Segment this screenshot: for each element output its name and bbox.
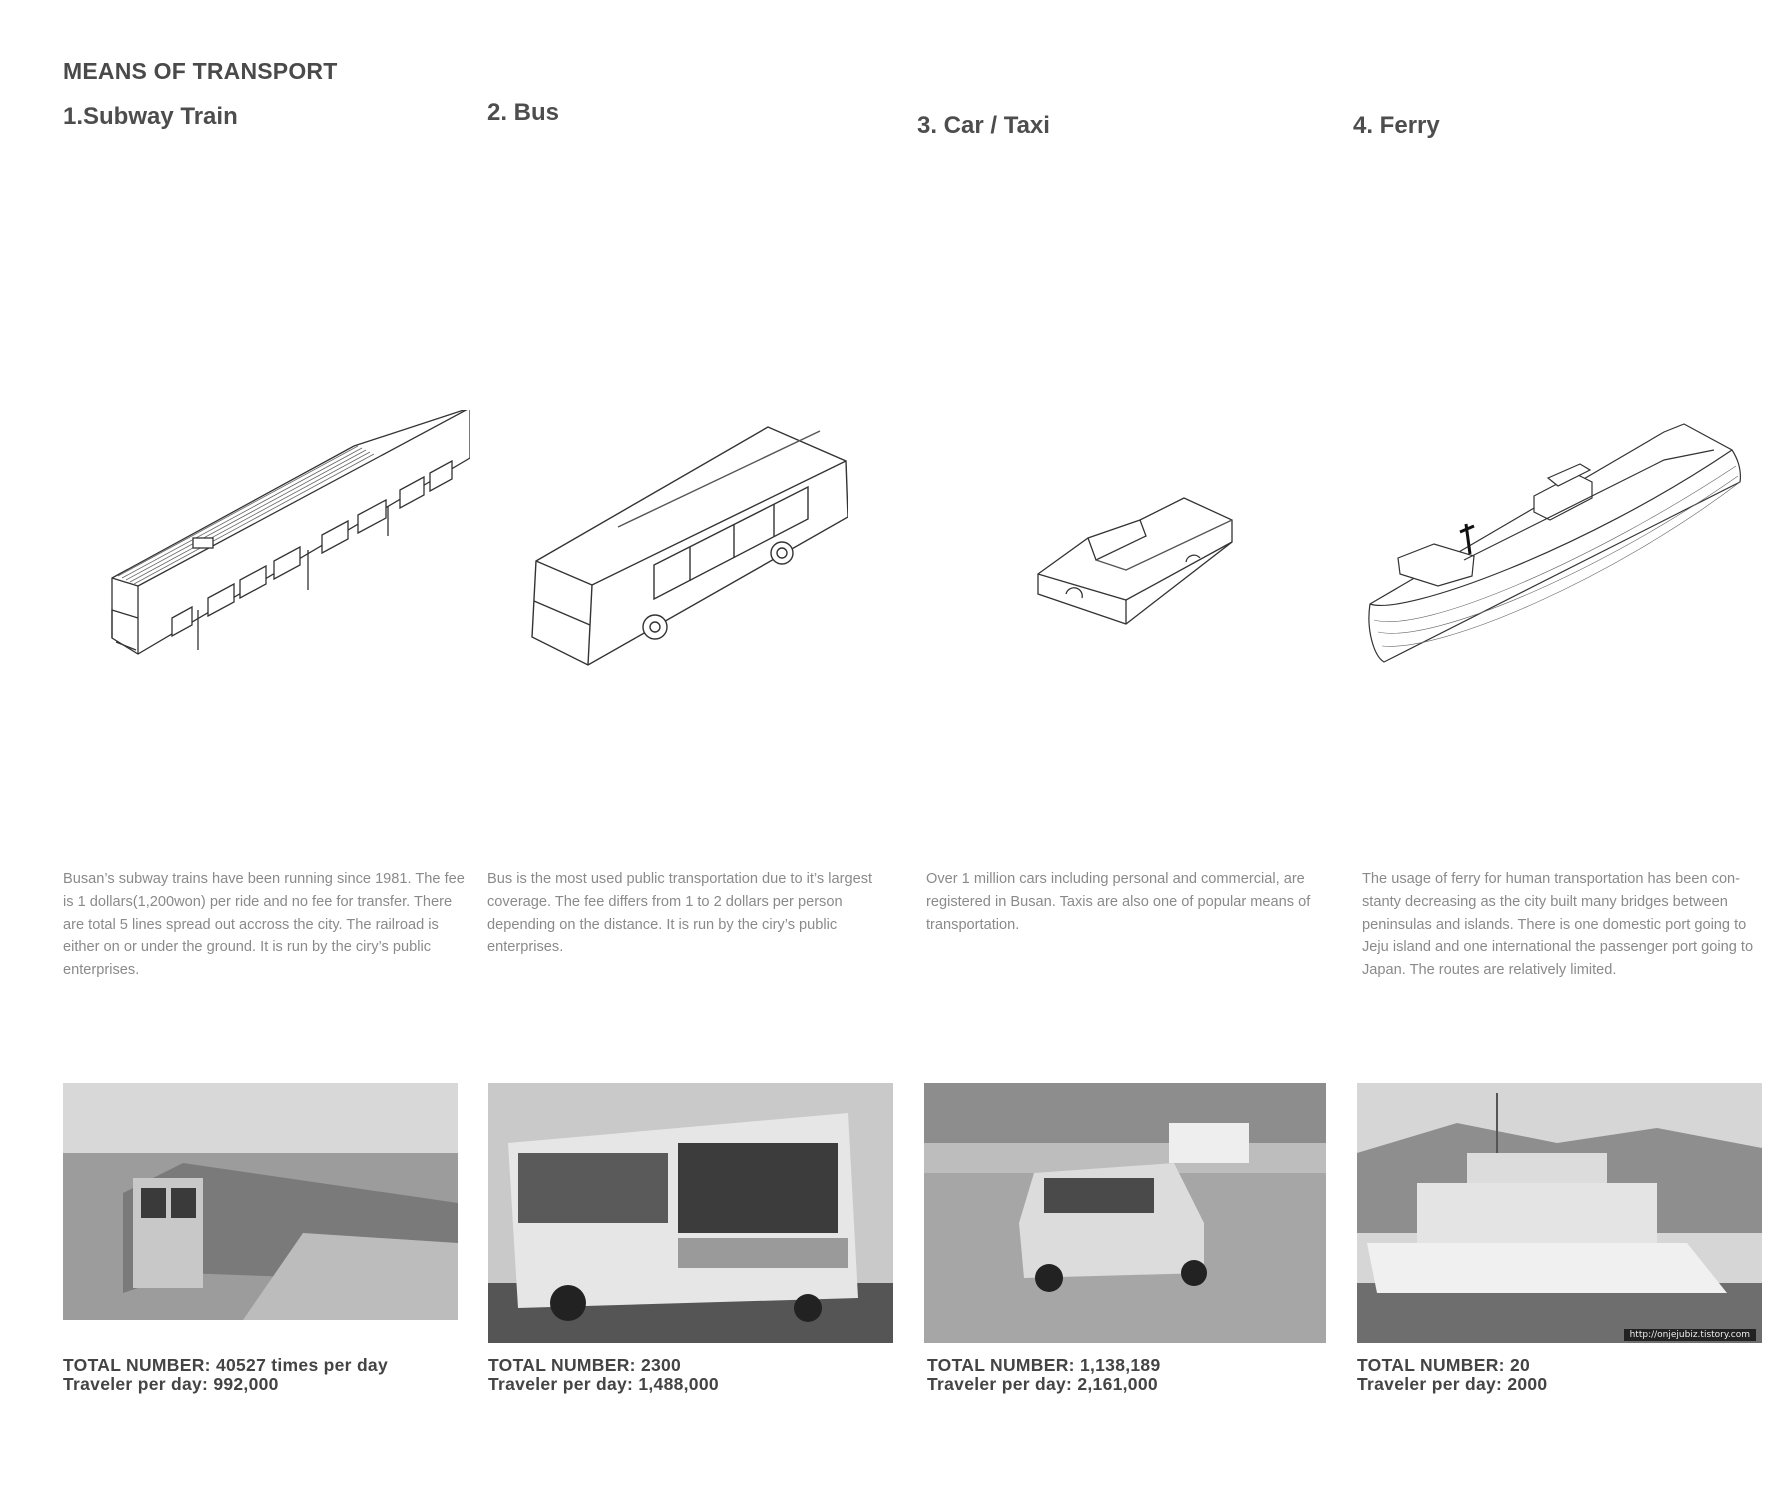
subway-description: Busan’s subway trains have been running since 1981. The fee is 1 dollars(1,200won) per ride and no fee for transfer. There are total 5 lines spread out accross the city. The railroad is either on or under the ground. It is run by the ciry’s public enterprises. (63, 871, 465, 979)
bus-photo (488, 1083, 893, 1343)
ferry-photo (1357, 1083, 1762, 1343)
car-taxi-traveler-per-day: Traveler per day: 2,161,000 (927, 1374, 1158, 1394)
bus-title: 2. Bus (487, 99, 560, 126)
car-taxi-illustration (1036, 482, 1236, 632)
bus-illustration (528, 425, 848, 675)
bus-description: Bus is the most used public transportation due to it’s largest coverage. The fee differs from 1 to 2 dollars per person depending on the distance. It is run by the ciry’s public enterprises. (487, 871, 873, 956)
car-taxi-title: 3. Car / Taxi (917, 112, 1050, 139)
subway-traveler-per-day: Traveler per day: 992,000 (63, 1374, 279, 1394)
car-taxi-description: Over 1 million cars including personal and commercial, are registered in Busan. Taxis are also one of popular means of transportation. (926, 871, 1311, 933)
car-taxi-photo (924, 1083, 1326, 1343)
subway-title: 1.Subway Train (63, 103, 238, 130)
page-title: MEANS OF TRANSPORT (63, 58, 338, 84)
ferry-stats (1357, 1356, 1547, 1394)
ferry-title: 4. Ferry (1353, 112, 1440, 139)
car-taxi-stats (927, 1356, 1161, 1394)
bus-traveler-per-day: Traveler per day: 1,488,000 (488, 1374, 719, 1394)
bus-total-number: TOTAL NUMBER: 2300 (488, 1355, 682, 1375)
bus-stats (488, 1356, 719, 1394)
ferry-traveler-per-day: Traveler per day: 2000 (1357, 1374, 1548, 1394)
subway-train-illustration (108, 410, 470, 660)
subway-total-number: TOTAL NUMBER: 40527 times per day (63, 1355, 388, 1375)
ferry-photo-watermark: http://onjejubiz.tistory.com (1624, 1329, 1756, 1341)
subway-stats (63, 1356, 388, 1394)
car-taxi-total-number: TOTAL NUMBER: 1,138,189 (927, 1355, 1161, 1375)
ferry-total-number: TOTAL NUMBER: 20 (1357, 1355, 1531, 1375)
ferry-illustration (1364, 420, 1744, 670)
ferry-description: The usage of ferry for human transportation has been con-stanty decreasing as the city built many bridges between peninsulas and islands. There is one domestic port going to Jeju island and one international the passenger port going to Japan. The routes are relatively limited. (1362, 871, 1754, 979)
subway-train-photo (63, 1083, 458, 1320)
